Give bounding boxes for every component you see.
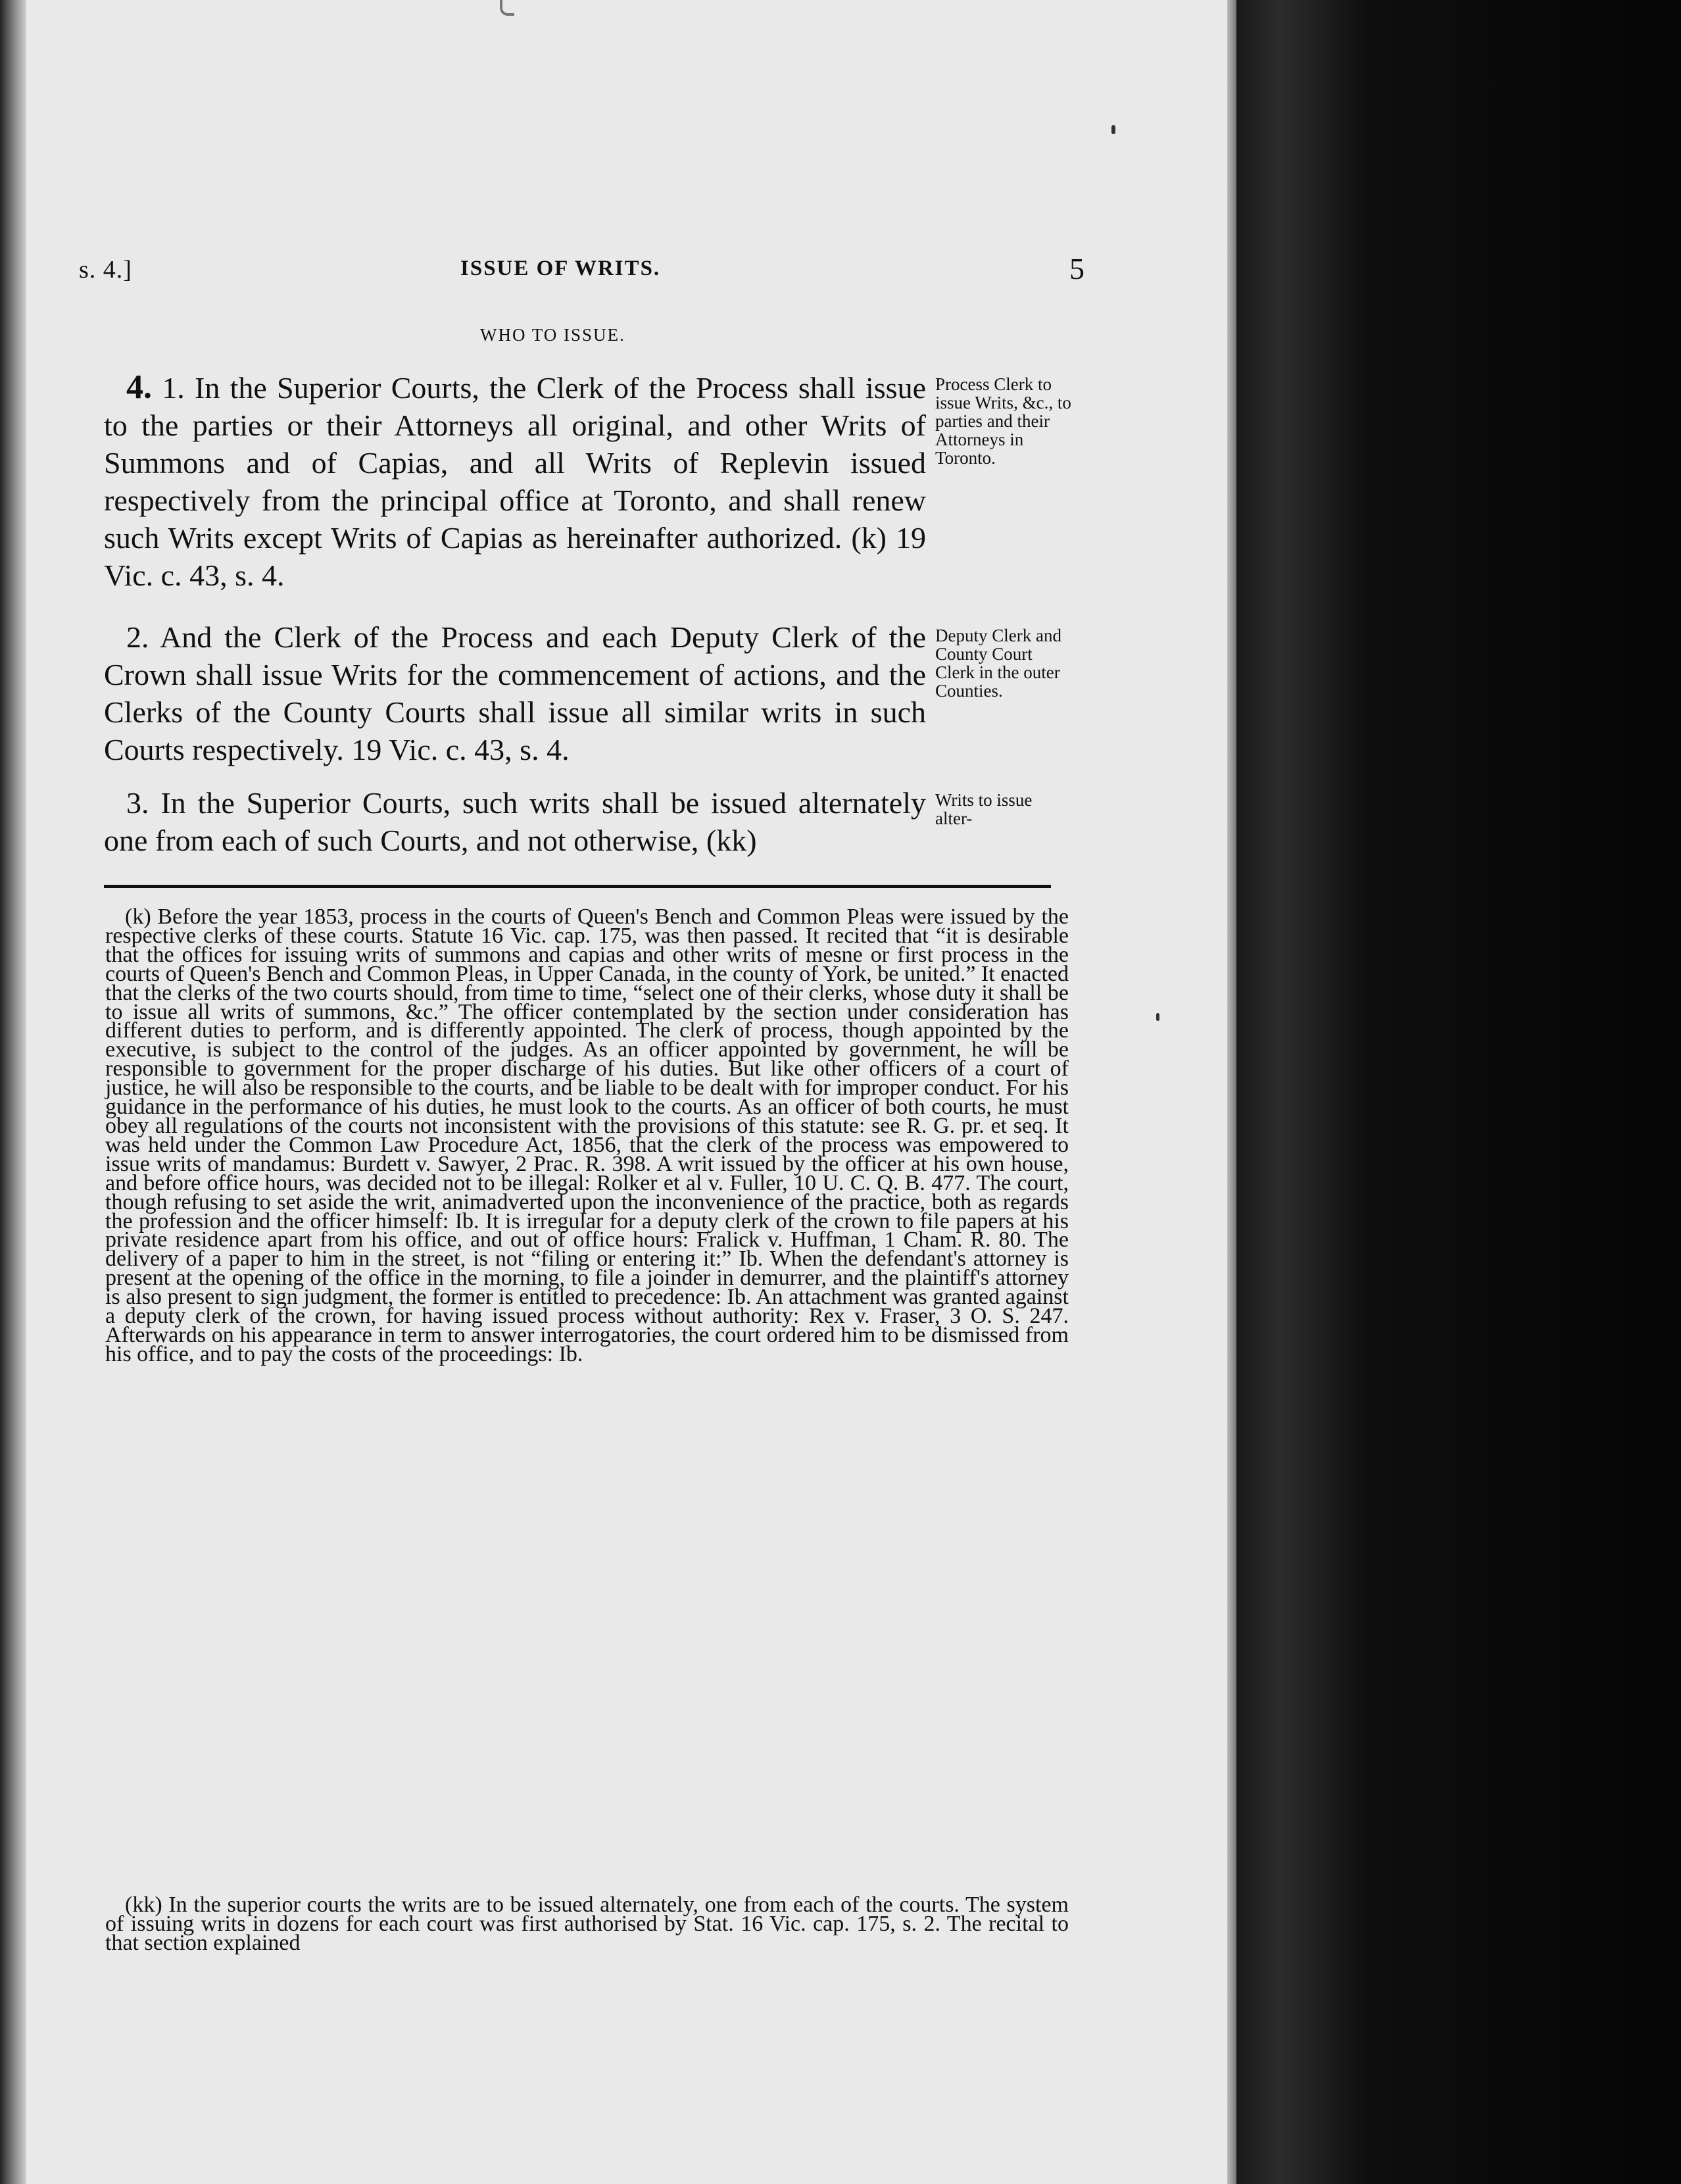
running-head <box>79 252 1085 295</box>
margin-note-2: Deputy Clerk and County Court Clerk in the outer Counties. <box>935 626 1061 701</box>
paragraph-text: 1. In the Superior Courts, the Clerk of the Process shall issue to the parties or their Attorneys all original, and other Writs of Summons and of Capias, and all Writs of Replevin issued respectively from the principal office at Toronto, and shall renew such Writs except Writs of Capias as hereinafter authorized. (k) 19 Vic. c. 43, s. 4. <box>104 371 926 592</box>
section-reference: s. 4.] <box>79 256 132 284</box>
previous-page-edge <box>0 0 26 2184</box>
scan-speck <box>1156 1013 1159 1021</box>
footnote-divider <box>104 885 1051 888</box>
margin-note-3: Writs to issue alter- <box>935 790 1033 828</box>
margin-note-1: Process Clerk to issue Writs, &c., to parties and their Attorneys in Toronto. <box>935 374 1071 468</box>
section-heading: WHO TO ISSUE. <box>480 325 625 345</box>
scan-dark-margin <box>1236 0 1681 2184</box>
page-number: 5 <box>1069 252 1085 285</box>
scan-mark <box>500 0 514 16</box>
footnote-kk: (kk) In the superior courts the writs are to be issued alternately, one from each of the courts. The system of issuing writs in dozens for each court was first authorised by Stat. 16 Vic. cap. 175, s. 2. The recital to that section explained <box>105 1893 1069 1955</box>
section-number: 4. <box>126 368 152 406</box>
running-title: ISSUE OF WRITS. <box>460 257 661 280</box>
statute-paragraph-1 <box>104 368 926 594</box>
footnote-k: (k) Before the year 1853, process in the courts of Queen's Bench and Common Pleas were issued by the respective clerks of these courts. Statute 16 Vic. cap. 175, was then passed. It recited that “it is desirable that the offices for issuing writs of summons and capias and other writs of mesne or first process in the courts of Queen's Bench and Common Pleas, in Upper Canada, in the county of York, be united.” It enacted that the clerks of the two courts should, from time to time, “select one of their clerks, whose duty it shall be to issue all writs of summons, &c.” The officer contemplated by the section under consideration has different duties to perform, and is differently appointed. The clerk of process, though appointed by the executive, is subject to the control of the judges. As an officer appointed by government, he will be responsible to government for the proper discharge of his duties. But like other officers of a court of justice, he will also be responsible to the courts, and be liable to be dealt with for improper conduct. For his guidance in the performance of his duties, he must look to the courts. As an officer of both courts, he must obey all regulations of the courts not inconsistent with the provisions of this statute: see R. G. pr. et seq. It was held under the Common Law Procedure Act, 1856, that the clerk of the process was empowered to issue writs of mandamus: Burdett v. Sawyer, 2 Prac. R. 398. A writ issued by the officer at his own house, and before office hours, was decided not to be illegal: Rolker et al v. Fuller, 10 U. C. Q. B. 477. The court, though refusing to set aside the writ, animadverted upon the inconvenience of the practice, both as regards the profession and the officer himself: Ib. It is irregular for a deputy clerk of the crown to file papers at his private residence apart from his office, and out of office hours: Fralick v. Huffman, 1 Cham. R. 80. The delivery of a paper to him in the street, is not “filing or entering it:” Ib. When the defendant's attorney is present at the opening of the office in the morning, to file a joinder in demurrer, and the plaintiff's attorney is also present to sign judgment, the former is entitled to precedence: Ib. An attachment was granted against a deputy clerk of the crown, for having issued process without authority: Rex v. Fraser, 3 O. S. 247. Afterwards on his appearance in term to answer interrogatories, the court ordered him to be dismissed from his office, and to pay the costs of the proceedings: Ib. <box>105 905 1069 1366</box>
statute-paragraph-2: 2. And the Clerk of the Process and each Deputy Clerk of the Crown shall issue Writs for the commencement of actions, and the Clerks of the County Courts shall issue all similar writs in such Courts respectively. 19 Vic. c. 43, s. 4. <box>104 620 926 766</box>
statute-paragraph-3: 3. In the Superior Courts, such writs shall be issued alternately one from each of such Courts, and not otherwise, (kk) <box>104 786 926 857</box>
scan-speck <box>1111 125 1115 134</box>
